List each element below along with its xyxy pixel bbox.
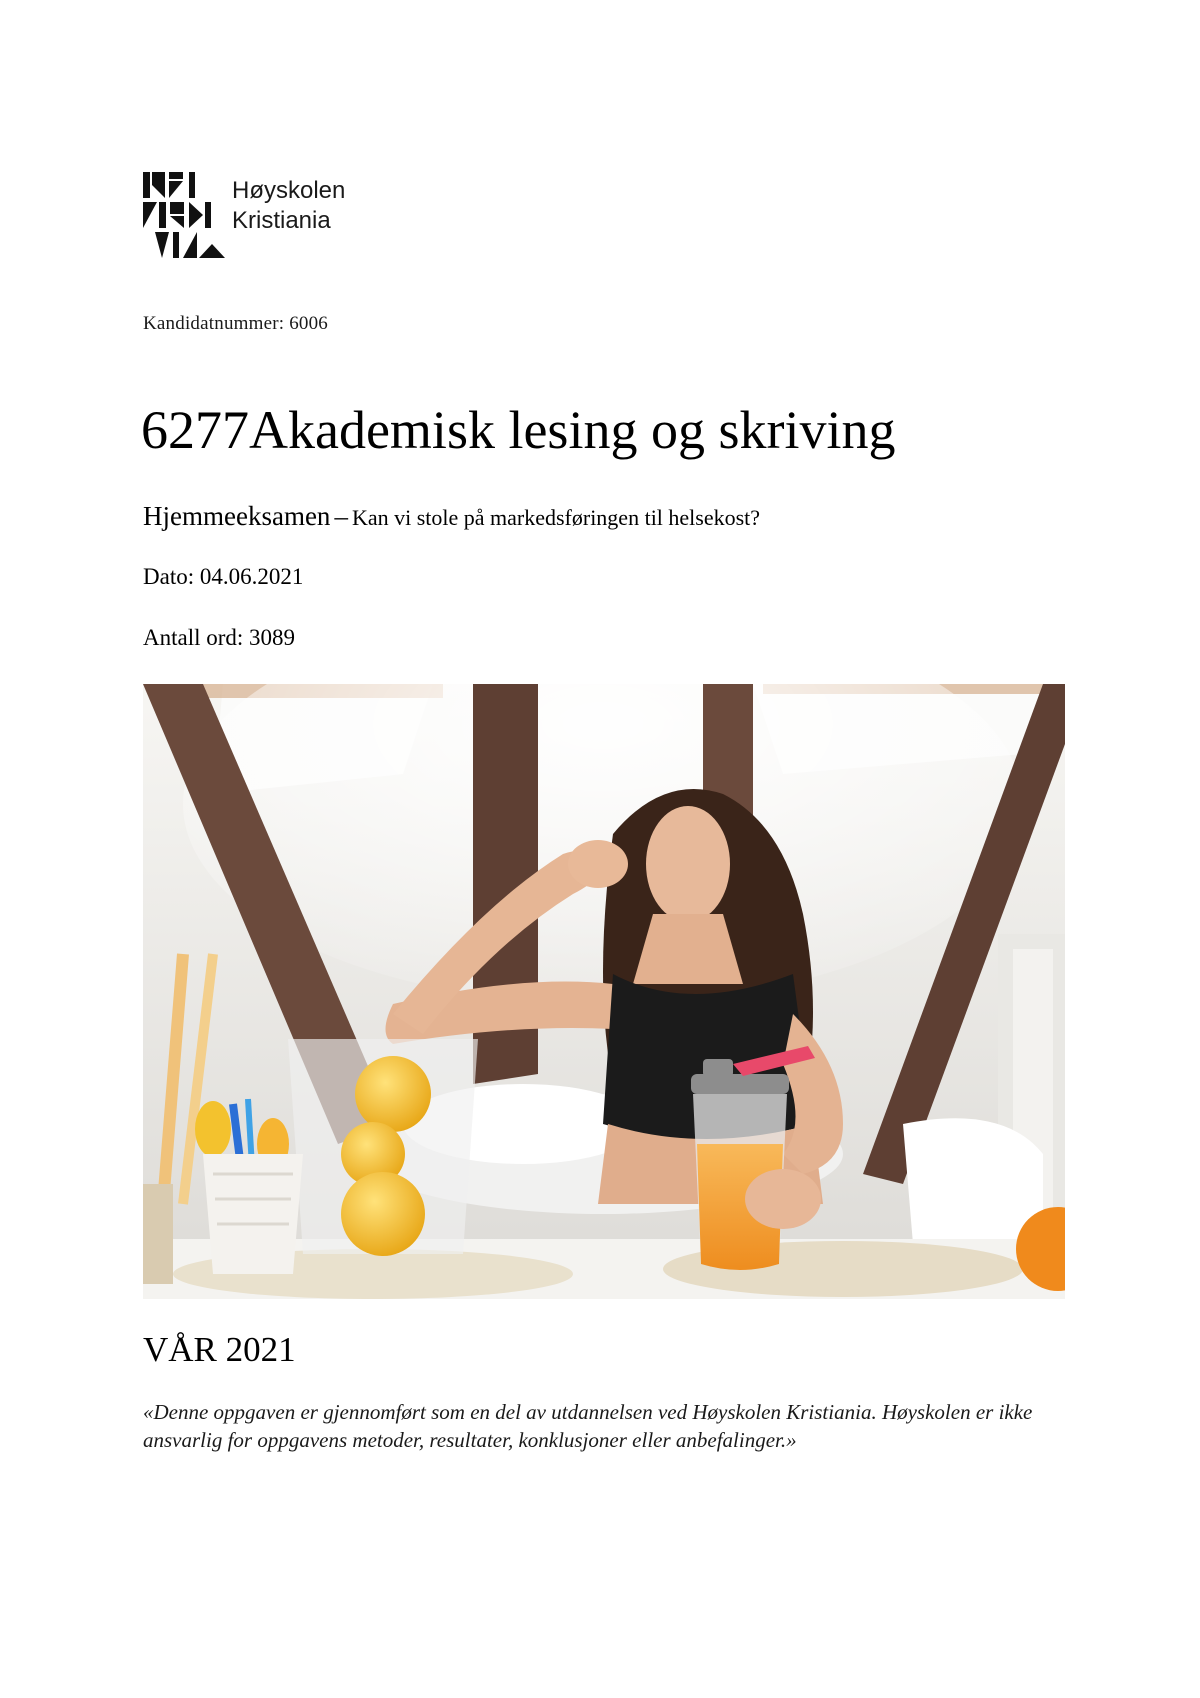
subtitle-dash: –	[334, 501, 348, 531]
word-count: Antall ord: 3089	[143, 625, 296, 650]
cover-photo	[143, 684, 1065, 1299]
school-name-line1: Høyskolen	[232, 177, 346, 204]
kristiania-logo-mark-icon	[143, 172, 225, 258]
exam-date: Dato: 04.06.2021	[143, 564, 304, 589]
cover-photo-illustration	[143, 684, 1065, 1299]
course-title: 6277Akademisk lesing og skriving	[141, 400, 896, 460]
exam-subtitle	[143, 499, 760, 538]
school-name	[232, 176, 345, 236]
school-name-line2: Kristiania	[232, 207, 331, 234]
candidate-number: Kandidatnummer: 6006	[143, 313, 328, 334]
exam-question: Kan vi stole på markedsføringen til helsekost?	[351, 505, 761, 530]
semester: VÅR 2021	[143, 1330, 296, 1369]
exam-type: Hjemmeeksamen	[143, 501, 331, 531]
school-logo	[143, 172, 383, 262]
disclaimer: «Denne oppgaven er gjennomført som en del av utdannelsen ved Høyskolen Kristiania. Høyskolen er ikke ansvarlig for oppgavens metoder, resultater, konklusjoner eller anbefalinger.»	[143, 1400, 1033, 1452]
